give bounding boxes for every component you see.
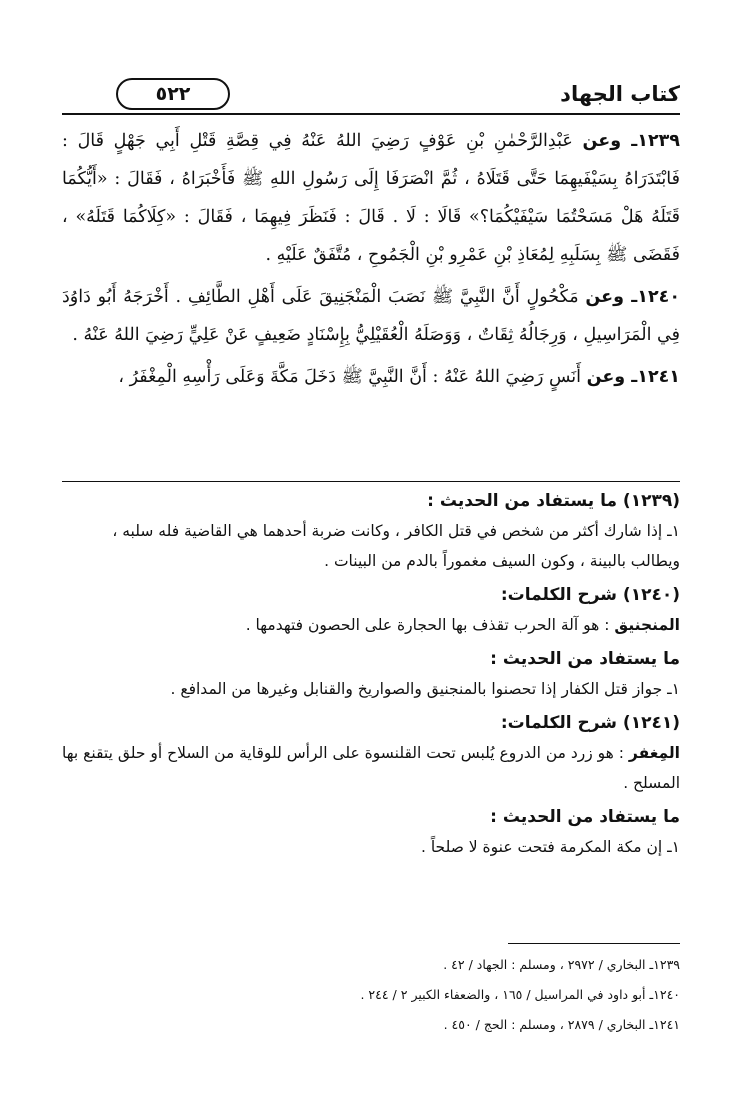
hadith-1239: [62, 122, 680, 274]
benefit-item: ١ـ جواز قتل الكفار إذا تحصنوا بالمنجنيق والصواريخ والقنابل وغيرها من المدافع .: [170, 680, 680, 698]
definition-text: : هو زرد من الدروع يُلبس تحت القلنسوة على الرأس للوقاية من السلاح أو حلق يتقنع بها المسلح .: [62, 744, 680, 792]
footnote-divider: [508, 943, 680, 944]
hadith-text: [62, 122, 680, 400]
benefit-item: ١ـ إن مكة المكرمة فتحت عنوة لا صلحاً .: [420, 838, 680, 856]
defined-term: المِغفر: [628, 744, 680, 762]
commentary: [62, 486, 680, 866]
section-heading: (١٢٣٩) ما يستفاد من الحديث :: [427, 491, 680, 511]
hadith-body: أَنَسٍ رَضِيَ اللهُ عَنْهُ : أَنَّ النَّبِيَّ ﷺ دَخَلَ مَكَّةَ وَعَلَى رَأْسِهِ الْمِغْفَرُ ،: [118, 367, 587, 387]
benefit-item: ١ـ إذا شارك أكثر من شخص في قتل الكافر ، وكانت ضربة أحدهما هي القاضية فله سلبه ، ويطالب بالبينة ، وكون السيف مغموراً بالدم من البينات .: [112, 522, 680, 570]
section-heading: (١٢٤١) شرح الكلمات:: [500, 713, 680, 733]
section-heading: ما يستفاد من الحديث :: [490, 807, 680, 827]
hadith-number: ١٢٤١ـ وعن: [586, 367, 680, 387]
hadith-1240: [62, 278, 680, 354]
footnote: ١٢٤١ـ البخاري / ٢٨٧٩ ، ومسلم : الحج / ٤٥٠ .: [443, 1017, 680, 1032]
word-definition: [62, 738, 680, 798]
page-header: [62, 76, 680, 116]
commentary-divider: [62, 481, 680, 482]
footnotes: [62, 950, 680, 1040]
header-divider: [62, 113, 680, 115]
hadith-body: عَبْدِالرَّحْمٰنِ بْنِ عَوْفٍ رَضِيَ اللهُ عَنْهُ فِي قِصَّةِ قَتْلِ أَبِي جَهْلٍ قَالَ : فَابْتَدَرَاهُ بِسَيْفَيهِمَا حَتَّى قَتَلَاهُ ، ثُمَّ انْصَرَفَا إِلَى رَسُولِ اللهِ ﷺ فَأَخْبَرَاهُ ، فَقَالَ : «أَيُّكُمَا قَتَلَهُ هَلْ مَسَحْتُمَا سَيْفَيْكُمَا؟» قَالَا : لَا . قَالَ : فَنَظَرَ فِيهِمَا ، فَقَالَ : «كِلَاكُمَا قَتَلَهُ» ، فَقَضَى ﷺ بِسَلَبِهِ لِمُعَاذِ بْنِ عَمْرِو بْنِ الْجَمُوحِ ، مُتَّفَقٌ عَلَيْهِ .: [62, 131, 680, 265]
word-definition: [62, 610, 680, 640]
page-number: ٥٢٢: [116, 78, 230, 110]
hadith-number: ١٢٣٩ـ وعن: [582, 131, 680, 151]
hadith-body: مَكْحُولٍ أَنَّ النَّبِيَّ ﷺ نَصَبَ الْمَنْجَنِيقَ عَلَى أَهْلِ الطَّائِفِ . أَخْرَجَهُ أَبُو دَاوُدَ فِي الْمَرَاسِيلِ ، وَرِجَالُهُ ثِقَاتٌ ، وَوَصَلَهُ الْعُقَيْلِيُّ بِإِسْنَادٍ ضَعِيفٍ عَنْ عَلِيٍّ رَضِيَ اللهُ عَنْهُ .: [62, 287, 680, 345]
book-title: كتاب الجهاد: [560, 82, 680, 106]
footnote: ١٢٣٩ـ البخاري / ٢٩٧٢ ، ومسلم : الجهاد / ٤٢ .: [443, 957, 680, 972]
defined-term: المنجنيق: [614, 616, 680, 634]
section-heading: ما يستفاد من الحديث :: [490, 649, 680, 669]
footnote: ١٢٤٠ـ أبو داود في المراسيل / ١٦٥ ، والضعفاء الكبير ٢ / ٢٤٤ .: [360, 987, 680, 1002]
hadith-1241: [62, 358, 680, 396]
hadith-number: ١٢٤٠ـ وعن: [585, 287, 681, 307]
definition-text: : هو آلة الحرب تقذف بها الحجارة على الحصون فتهدمها .: [245, 616, 615, 634]
section-heading: (١٢٤٠) شرح الكلمات:: [500, 585, 680, 605]
